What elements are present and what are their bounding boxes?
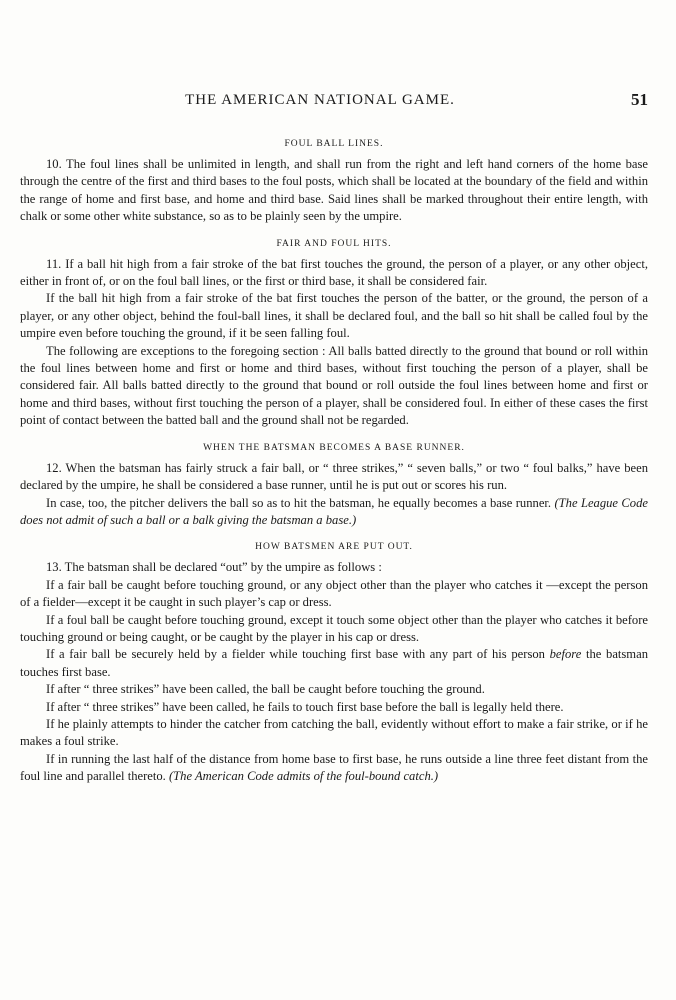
- section-heading: FAIR AND FOUL HITS.: [276, 238, 392, 249]
- section-heading: FOUL BALL LINES.: [284, 139, 384, 149]
- section-heading: WHEN THE BATSMAN BECOMES A BASE RUNNER.: [203, 442, 465, 453]
- paragraph: [20, 751, 648, 786]
- paragraph-text: In case, too, the pitcher delivers the ball so as to hit the batsman, he equally becomes a base runner.: [46, 495, 552, 510]
- page-body: [20, 134, 648, 786]
- running-head: [20, 92, 648, 116]
- paragraph: If after “ three strikes” have been called, the ball be caught before touching the ground.: [46, 682, 485, 697]
- code-note: (The League Code does not admit of such a ball or a balk giving the batsman a base.): [20, 495, 648, 527]
- paragraph: [20, 646, 648, 681]
- paragraph-text: If a fair ball be securely held by a fielder while touching first base with any part of his person: [46, 647, 545, 662]
- section-heading: HOW BATSMEN ARE PUT OUT.: [255, 542, 413, 553]
- paragraph: 13. The batsman shall be declared “out” by the umpire as follows :: [46, 560, 382, 575]
- code-note: (The American Code admits of the foul-bound catch.): [168, 769, 439, 784]
- paragraph: If he plainly attempts to hinder the catcher from catching the ball, evidently without effort to make a fair strike, or if he makes a foul strike.: [20, 716, 648, 749]
- paragraph-text: the batsman touches first base.: [20, 647, 648, 679]
- running-title: THE AMERICAN NATIONAL GAME.: [185, 92, 455, 108]
- emphasis-before: before: [549, 647, 582, 662]
- paragraph: 10. The foul lines shall be unlimited in length, and shall run from the right and left hand corners of the home base through the centre of the first and third bases to the foul posts, which shall be located at the boundary of the field and within the range of home and first base, and home and third base. Said lines shall be marked throughout their entire length, with chalk or some other white substance, so as to be plainly seen by the umpire.: [20, 157, 648, 224]
- paragraph: If after “ three strikes” have been called, he fails to touch first base before the ball is legally held there.: [46, 699, 564, 714]
- paragraph: 12. When the batsman has fairly struck a fair ball, or “ three strikes,” “ seven balls,” or two “ foul balks,” have been declared by the umpire, he shall be considered a base runner, until he is put out or scores his run.: [20, 460, 648, 493]
- paragraph-text: If in running the last half of the distance from home base to first base, he runs outside a line three feet distant from the foul line and parallel thereto.: [20, 751, 648, 784]
- paragraph: 11. If a ball hit high from a fair stroke of the bat first touches the ground, the person of a player, or any other object, either in front of, or on the foul ball lines, or the first or third base, it shall be considered fair.: [20, 256, 648, 289]
- paragraph: If a foul ball be caught before touching ground, except it touch some object other than the player who catches it before touching ground or being caught, or be caught by the player in his cap or dress.: [20, 612, 648, 644]
- paragraph: If the ball hit high from a fair stroke of the bat first touches the person of the batter, or the ground, the person of a player, or any other object, behind the foul-ball lines, it shall be declared foul, and the ball so hit shall be called foul by the umpire even before touching the ground, if it be seen falling foul.: [20, 291, 648, 341]
- paragraph: If a fair ball be caught before touching ground, or any object other than the player who catches it —except the person of a fielder—except it be caught in such player’s cap or dress.: [20, 577, 648, 610]
- paragraph: [20, 495, 648, 530]
- paragraph: The following are exceptions to the foregoing section : All balls batted directly to the ground that bound or roll within the foul lines between home and first or home and third bases, without first touching the person of a player, shall be considered fair. All balls batted directly to the ground that bound or roll outside the foul lines between home and first or home and third bases, without first touching the person of a player, shall be considered foul. In either of these cases the first point of contact between the batted ball and the ground shall not be regarded.: [20, 343, 648, 428]
- page-number: 51: [631, 90, 648, 109]
